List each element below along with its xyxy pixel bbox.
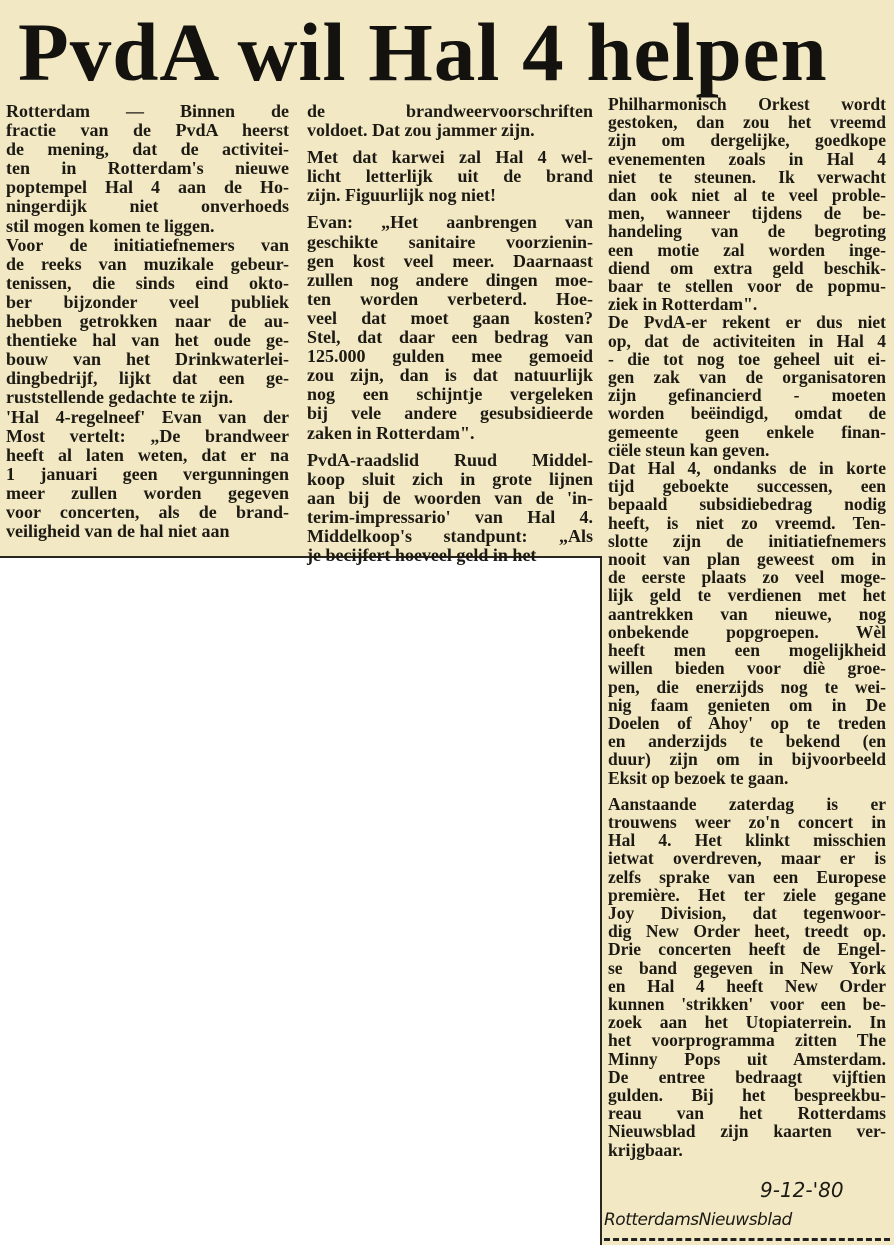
text-line: Evan: „Het aanbrengen van [307,212,593,233]
text-line: nog een schijntje vergeleken [307,384,593,405]
text-line: Stel, dat daar een bedrag van [307,327,593,348]
text-line: reau van het Rotterdams [608,1103,886,1124]
text-line: Rotterdam — Binnen de [6,101,289,121]
text-line: aantrekken van nieuwe, nog [608,603,886,624]
text-line: heeft, is niet zo vreemd. Ten- [608,512,886,533]
text-line: PvdA-raadslid Ruud Middel- [307,449,593,470]
text-line: heeft al laten weten, dat er na [6,444,289,465]
text-line: Doelen of Ahoy' op te treden [608,712,886,733]
text-line: fractie van de PvdA heerst [6,120,289,141]
text-line: Dat Hal 4, ondanks de in korte [608,458,886,479]
text-line: Eksit op bezoek te gaan. [608,767,789,788]
text-line: - die tot nog toe geheel uit ei- [608,348,886,369]
text-line: nig faam genieten om in De [608,694,886,715]
text-line: en Hal 4 heeft New Order [608,975,886,996]
text-line: zullen nog andere dingen moe- [307,269,593,290]
paragraph [307,148,593,205]
text-line: de eerste plaats zo veel moge- [608,567,886,588]
paragraph [307,102,593,140]
text-line: Hal 4. Het klinkt misschien [608,830,886,851]
text-line: ningerdijk niet onverhoeds [6,196,289,217]
text-line: heeft men een mogelijkheid [608,640,886,661]
text-line: gen zak van de organisatoren [608,367,886,388]
paragraph [608,459,886,787]
text-line: en anderzijds te bekend (en [608,731,886,752]
text-line: op, dat de activiteiten in Hal 4 [608,330,886,351]
text-line: niet te steunen. Ik verwacht [608,166,886,187]
text-line: thentieke hal van het oude ge- [6,330,289,351]
paragraph [6,102,289,236]
text-line: Met dat karwei zal Hal 4 wel- [307,147,593,168]
text-line: De PvdA-er rekent er dus niet [608,312,886,333]
article-column-2 [307,102,593,565]
text-line: 'Hal 4-regelneef' Evan van der [6,406,289,427]
text-line: gestoken, dan zou het vreemd [608,112,886,133]
text-line: nooit van plan geweest om in [608,549,886,570]
text-line: veiligheid van de hal niet aan [6,521,230,542]
text-line: se band gegeven in New York [608,957,886,978]
text-line: Aanstaande zaterdag is er [608,793,886,814]
text-line: Most vertelt: „De brandweer [6,425,289,446]
text-line: zijn. Figuurlijk nog niet! [307,185,497,206]
text-line: Nieuwsblad zijn kaarten ver- [608,1121,886,1142]
paragraph [6,408,289,542]
headline: PvdA wil Hal 4 helpen [18,6,828,98]
text-line: lijk geld te verdienen met het [608,585,886,606]
handwritten-date: 9-12-'80 [760,1178,844,1202]
text-line: de mening, dat de activitei- [6,139,289,160]
text-line: poptempel Hal 4 aan de Ho- [6,177,289,198]
text-line: zou zijn, dan is dat natuurlijk [307,365,593,386]
text-line: dingbedrijf, lijkt dat een ge- [6,368,289,389]
text-line: stil mogen komen te liggen. [6,215,215,236]
text-line: onbekende popgroepen. Wèl [608,621,886,642]
text-line: evenementen zoals in Hal 4 [608,148,886,169]
text-line: slotte zijn de initiatiefnemers [608,530,886,551]
text-line: bepaald subsidiebedrag nodig [608,494,886,515]
paragraph [608,95,886,313]
text-line: terim-impressario' van Hal 4. [307,506,593,527]
text-line: zoek aan het Utopiaterrein. In [608,1012,886,1033]
text-line: krijgbaar. [608,1139,683,1160]
text-line: het voorprogramma zitten The [608,1030,886,1051]
text-line: handeling van de begroting [608,221,886,242]
text-line: Joy Division, dat tegenwoor- [608,902,886,923]
handwritten-source: RotterdamsNieuwsblad [604,1210,792,1230]
text-line: De entree bedraagt vijftien [608,1066,886,1087]
bottom-rule [604,1238,890,1241]
paragraph [307,451,593,566]
article-column-1 [6,102,289,541]
text-line: diend om extra geld beschik- [608,257,886,278]
text-line: pen, die enerzijds nog te wei- [608,676,886,697]
text-line: voldoet. Dat zou jammer zijn. [307,120,535,141]
text-line: geschikte sanitaire voorzienin- [307,231,593,252]
text-line: dan ook niet al te veel proble- [608,185,886,206]
text-line: voor concerten, als de brand- [6,501,289,522]
paragraph [608,313,886,459]
text-line: zelfs sprake van een Europese [608,866,886,887]
text-line: Voor de initiatiefnemers van [6,234,289,255]
text-line: koop sluit zich in grote lijnen [307,468,593,489]
text-line: bij vele andere gesubsidieerde [307,403,593,424]
text-line: duur) zijn om in bijvoorbeeld [608,749,886,770]
text-line: de brandweervoorschriften [307,101,593,121]
text-line: gemeente geen enkele finan- [608,421,886,442]
paragraph [608,795,886,1159]
text-line: ietwat overdreven, maar er is [608,848,886,869]
text-line: dig New Order heet, treedt op. [608,921,886,942]
text-line: ten in Rotterdam's nieuwe [6,158,289,179]
text-line: zijn gefinancierd - moeten [608,385,886,406]
text-line: tenissen, die sinds eind okto- [6,272,289,293]
text-line: Philharmonisch Orkest wordt [608,94,886,114]
text-line: de reeks van muzikale gebeur- [6,253,289,274]
text-line: 1 januari geen vergunningen [6,463,289,484]
text-line: ruststellende gedachte te zijn. [6,387,233,408]
text-line: veel dat moet gaan kosten? [307,307,593,328]
text-line: gen kost veel meer. Daarnaast [307,250,593,271]
text-line: ciële steun kan geven. [608,439,770,460]
text-line: baar te stellen voor de popmu- [608,276,886,297]
text-line: een motie zal worden inge- [608,239,886,260]
text-line: zijn om dergelijke, goedkope [608,130,886,151]
text-line: worden beëindigd, omdat de [608,403,886,424]
text-line: men, wanneer tijdens de be- [608,203,886,224]
text-line: licht letterlijk uit de brand [307,166,593,187]
text-line: trouwens weer zo'n concert in [608,811,886,832]
text-line: je becijfert hoeveel geld in het [307,545,537,566]
text-line: Drie concerten heeft de Engel- [608,939,886,960]
paragraph [6,236,289,408]
text-line: 125.000 gulden mee gemoeid [307,346,593,367]
paragraph [307,213,593,442]
text-line: meer zullen worden gegeven [6,482,289,503]
text-line: première. Het ter ziele gegane [608,884,886,905]
article-column-3 [608,95,886,1159]
text-line: ber bijzonder veel publiek [6,291,289,312]
text-line: kunnen 'strikken' voor een be- [608,993,886,1014]
text-line: aan bij de woorden van de 'in- [307,487,593,508]
text-line: zaken in Rotterdam". [307,422,475,443]
text-line: tijd geboekte successen, een [608,476,886,497]
text-line: ten worden verbeterd. Hoe- [307,288,593,309]
text-line: Minny Pops uit Amsterdam. [608,1048,886,1069]
text-line: willen bieden voor diè groe- [608,658,886,679]
text-line: ziek in Rotterdam". [608,294,758,315]
text-line: gulden. Bij het bespreekbu- [608,1084,886,1105]
text-line: bouw van het Drinkwaterlei- [6,349,289,370]
text-line: hebben getrokken naar de au- [6,311,289,332]
text-line: Middelkoop's standpunt: „Als [307,525,593,546]
